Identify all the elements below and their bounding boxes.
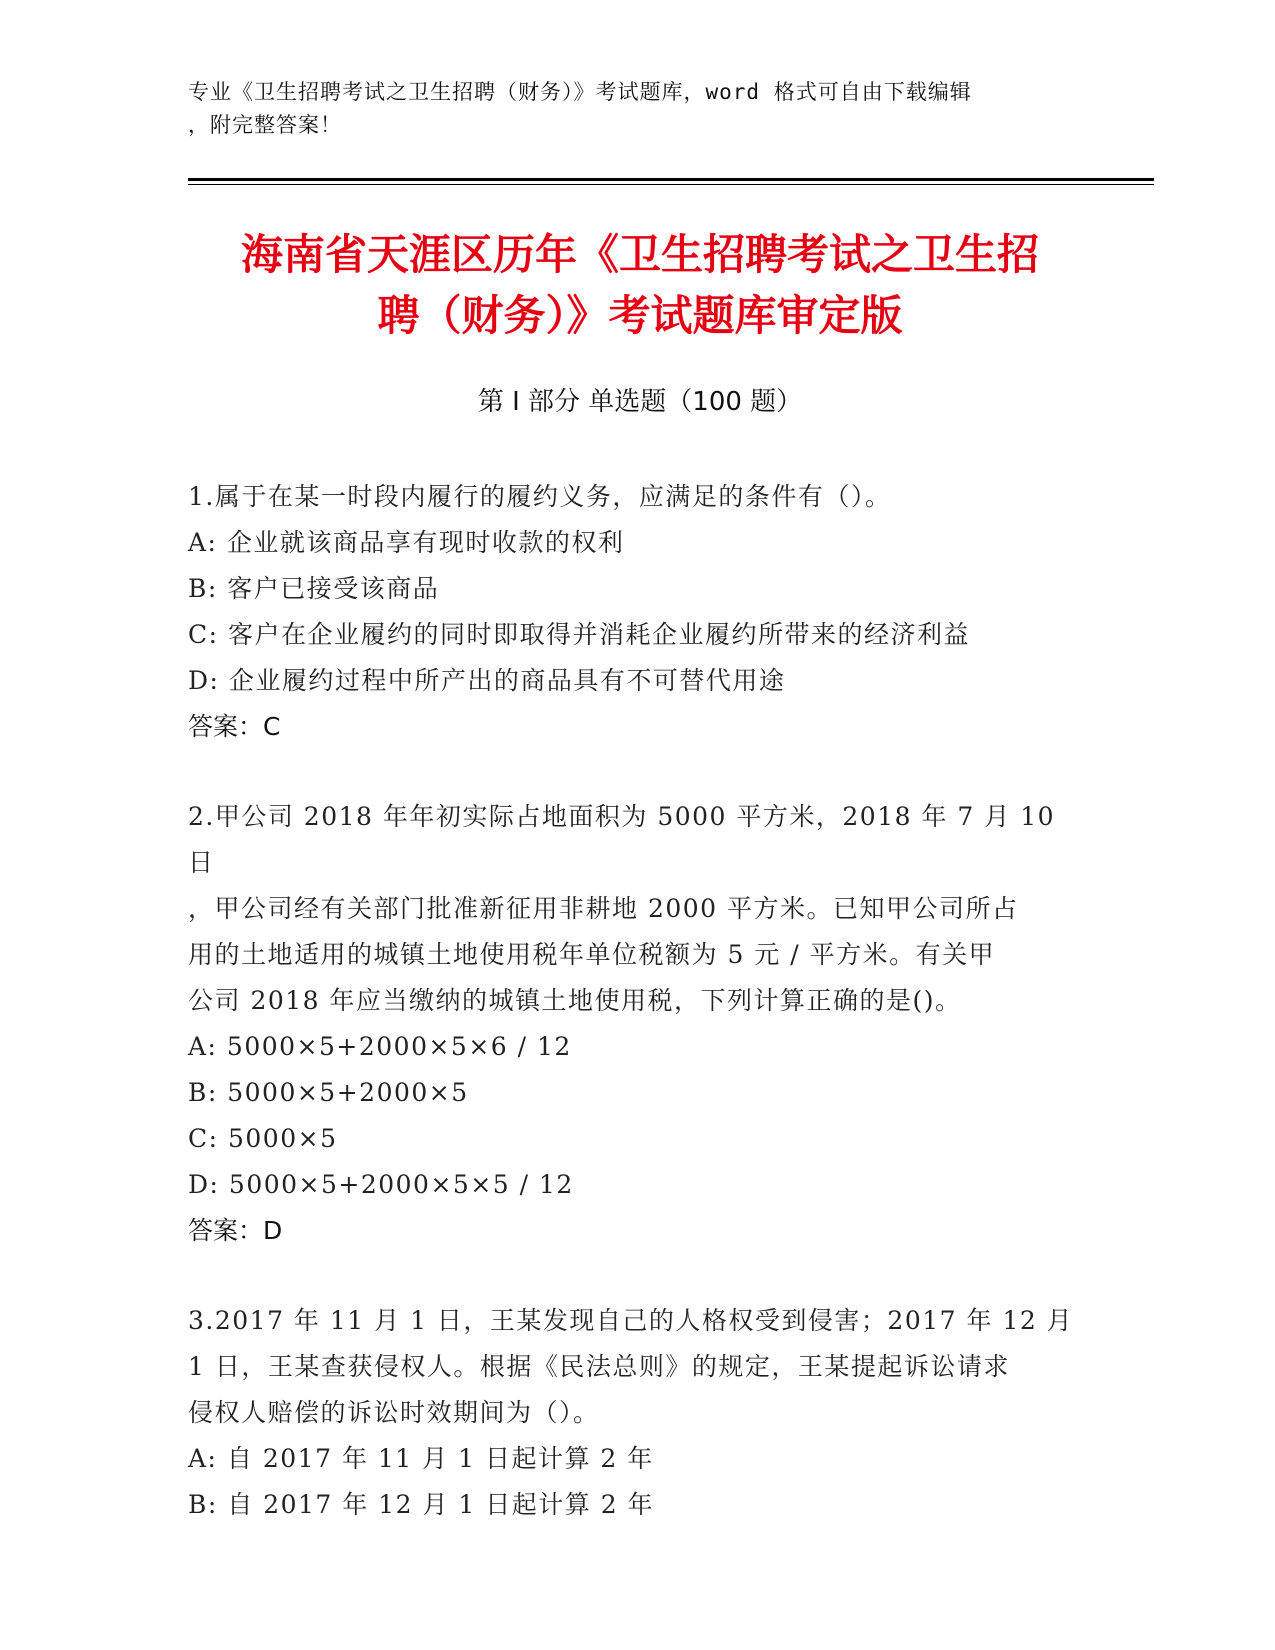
option-c: C: 客户在企业履约的同时即取得并消耗企业履约所带来的经济利益 — [188, 620, 971, 649]
option-c: C: 5000×5 — [188, 1124, 338, 1153]
question-stem: 侵权人赔偿的诉讼时效期间为（）。 — [188, 1398, 600, 1427]
question-item — [188, 474, 1088, 750]
header-note — [188, 76, 1078, 142]
document-title-line: 聘（财务）》考试题库审定版 — [377, 291, 903, 340]
question-list — [188, 474, 1088, 1572]
question-stem: 用的土地适用的城镇土地使用税年单位税额为 5 元 / 平方米。有关甲 — [188, 940, 996, 969]
question-stem: 3.2017 年 11 月 1 日，王某发现自己的人格权受到侵害；2017 年 12 月 — [188, 1306, 1074, 1335]
option-d: D: 企业履约过程中所产出的商品具有不可替代用途 — [188, 666, 786, 695]
option-b: B: 自 2017 年 12 月 1 日起计算 2 年 — [188, 1490, 655, 1519]
document-title-line: 海南省天涯区历年《卫生招聘考试之卫生招 — [240, 230, 1039, 279]
option-a: A: 企业就该商品享有现时收款的权利 — [188, 528, 625, 557]
option-a: A: 自 2017 年 11 月 1 日起计算 2 年 — [188, 1444, 654, 1473]
option-a: A: 5000×5+2000×5×6 / 12 — [188, 1032, 572, 1061]
header-note-line: ，附完整答案！ — [188, 113, 342, 137]
question-stem: 1 日，王某查获侵权人。根据《民法总则》的规定，王某提起诉讼请求 — [188, 1352, 1010, 1381]
question-item — [188, 794, 1088, 1254]
question-stem: 2.甲公司 2018 年年初实际占地面积为 5000 平方米，2018 年 7 月 10 日 — [188, 802, 1056, 877]
question-stem: 公司 2018 年应当缴纳的城镇土地使用税，下列计算正确的是()。 — [188, 986, 962, 1015]
option-b: B: 5000×5+2000×5 — [188, 1078, 469, 1107]
section-heading: 第 I 部分 单选题（100 题） — [477, 387, 803, 417]
option-b: B: 客户已接受该商品 — [188, 574, 440, 603]
question-stem: 1.属于在某一时段内履行的履约义务，应满足的条件有（）。 — [188, 482, 892, 511]
document-title — [180, 224, 1100, 346]
answer-line: 答案：D — [188, 1216, 283, 1245]
header-note-line: 专业《卫生招聘考试之卫生招聘（财务）》考试题库，word 格式可自由下载编辑 — [188, 80, 972, 104]
option-d: D: 5000×5+2000×5×5 / 12 — [188, 1170, 574, 1199]
question-stem: ，甲公司经有关部门批准新征用非耕地 2000 平方米。已知甲公司所占 — [188, 894, 1019, 923]
header-divider-thin — [188, 184, 1154, 185]
answer-line: 答案：C — [188, 712, 281, 741]
header-divider-thick — [188, 178, 1154, 181]
question-item — [188, 1298, 1088, 1528]
